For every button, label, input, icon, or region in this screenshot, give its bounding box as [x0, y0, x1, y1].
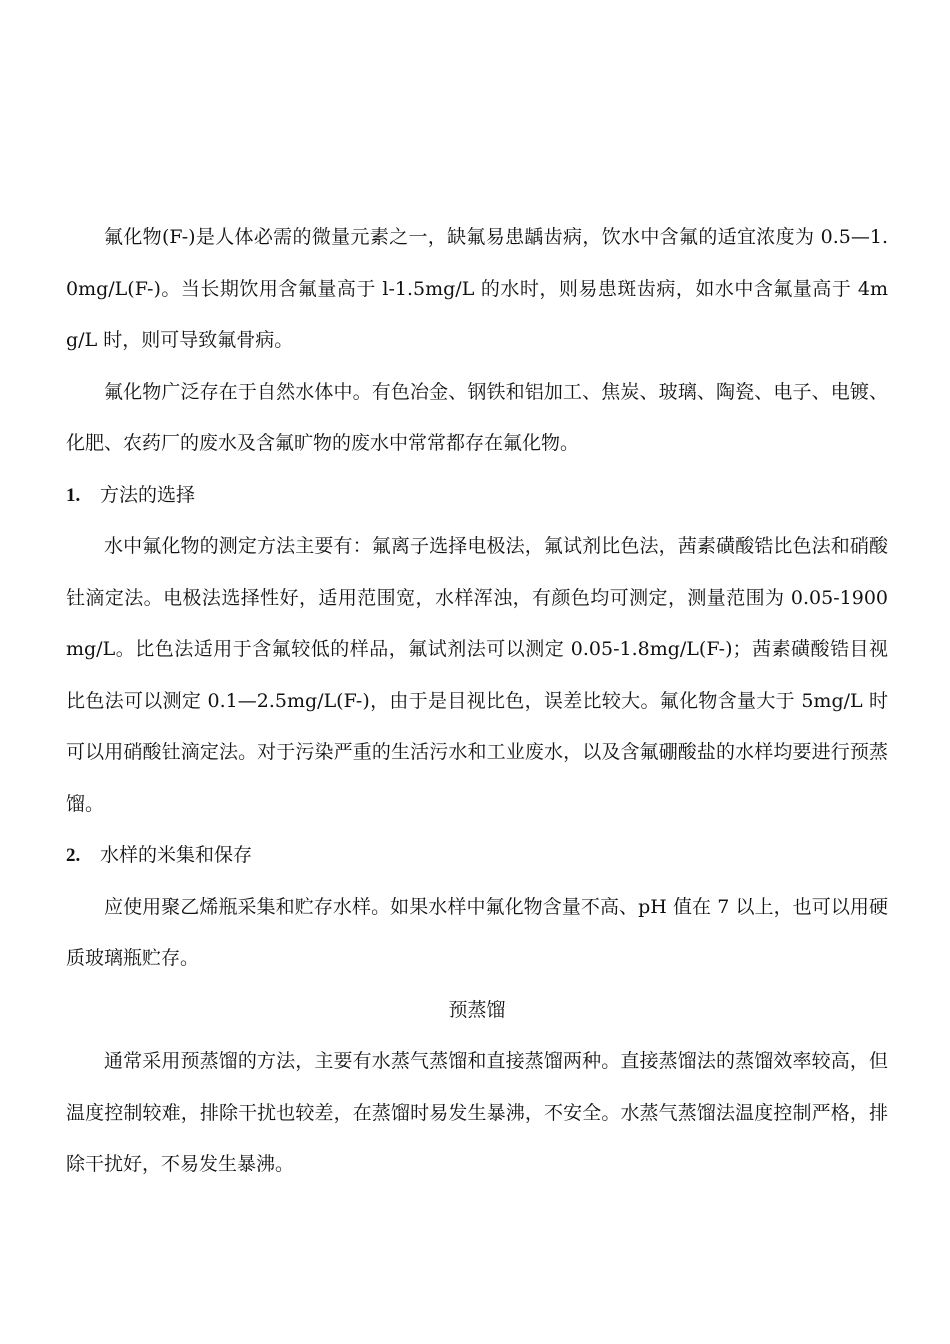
section-1-paragraph: 水中氟化物的测定方法主要有：氟离子选择电极法，氟试剂比色法，茜素磺酸锆比色法和硝酸钍滴定法。电极法选择性好，适用范围宽，水样浑浊，有颜色均可测定，测量范围为 0.05-1900mg/L。比色法适用于含氟较低的样品，氟试剂法可以测定 0.05-1.8mg/L(F-)；茜素磺酸锆目视比色法可以测定 0.1—2.5mg/L(F-)，由于是目视比色，误差比较大。氟化物含量大于 5mg/L 时可以用硝酸钍滴定法。对于污染严重的生活污水和工业废水，以及含氟硼酸盐的水样均要进行预蒸馏。	[66, 535, 888, 815]
subsection-title: 预蒸馏	[448, 998, 506, 1021]
section-2-title: 水样的米集和保存	[100, 844, 253, 866]
section-2-heading	[66, 830, 888, 882]
section-1-heading	[66, 470, 888, 522]
section-1-title: 方法的选择	[100, 483, 196, 506]
subsection-paragraph: 通常采用预蒸馏的方法，主要有水蒸气蒸馏和直接蒸馏两种。直接蒸馏法的蒸馏效率较高，但温度控制较难，排除干扰也较差，在蒸馏时易发生暴沸，不安全。水蒸气蒸馏法温度控制严格，排除干扰好，不易发生暴沸。	[66, 1050, 888, 1175]
section-2-number: 2.	[66, 845, 81, 866]
document-body	[66, 212, 888, 1191]
section-2-paragraph: 应使用聚乙烯瓶采集和贮存水样。如果水样中氟化物含量不高、pH 值在 7 以上，也可以用硬质玻璃瓶贮存。	[66, 895, 888, 969]
section-1-number: 1.	[66, 484, 81, 506]
intro-paragraph-1: 氟化物(F-)是人体必需的微量元素之一，缺氟易患龋齿病，饮水中含氟的适宜浓度为 0.5—1.0mg/L(F-)。当长期饮用含氟量高于 l-1.5mg/L 的水时，则易患斑齿病，如水中含氟量高于 4mg/L 时，则可导致氟骨病。	[66, 226, 888, 351]
intro-paragraph-2: 氟化物广泛存在于自然水体中。有色冶金、钢铁和铝加工、焦炭、玻璃、陶瓷、电子、电镀、化肥、农药厂的废水及含氟旷物的废水中常常都存在氟化物。	[66, 380, 888, 454]
